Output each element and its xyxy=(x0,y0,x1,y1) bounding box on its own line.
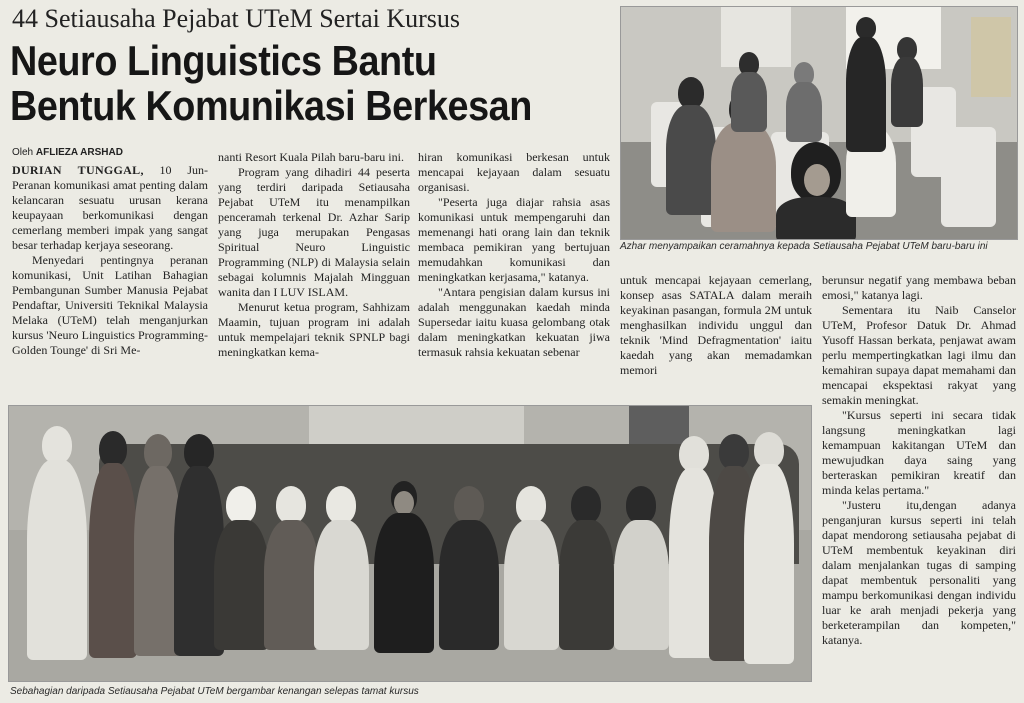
article-column-3 xyxy=(418,150,610,400)
column-5-paragraph-1: berunsur negatif yang membawa beban emosi," katanya lagi. xyxy=(822,273,1016,302)
headline-line-1: Neuro Linguistics Bantu xyxy=(10,37,437,84)
byline-prefix: Oleh xyxy=(12,147,34,158)
column-1-paragraph-1: 10 Jun- Peranan komunikasi amat penting dalam kelancaran sesuatu urusan kerana keupayaan berkomunikasi dengan cemerlang memberi impak yang sangat besar terhadap kerjaya seseorang. xyxy=(12,163,208,252)
byline xyxy=(12,147,123,158)
lecture-photo xyxy=(620,6,1018,240)
article-column-4 xyxy=(620,273,812,401)
byline-author: AFLIEZA ARSHAD xyxy=(35,147,123,158)
column-3-paragraph-2: "Peserta juga diajar rahsia asas komunikasi untuk mempengaruhi dan memenangi hati orang lain dan teknik membaca pemikiran yang bertujuan memudahkan komunikasi dan meningkatkan kerjasama," katanya. xyxy=(418,195,610,284)
article-column-2 xyxy=(218,150,410,400)
group-photo-caption: Sebahagian daripada Setiausaha Pejabat UTeM bergambar kenangan selepas tamat kursus xyxy=(10,686,419,697)
column-5-paragraph-2: Sementara itu Naib Canselor UTeM, Profesor Datuk Dr. Ahmad Yusoff Hassan berkata, penjawat awam perlu mempertingkatkan lagi ilmu dan kemahiran supaya dapat memahami dan mencapai ekspektasi rakyat yang semakin meningkat. xyxy=(822,303,1016,407)
column-2-paragraph-3: Menurut ketua program, Sahhizam Maamin, tujuan program ini adalah untuk mempelajari teknik SPNLP bagi meningkatkan kema- xyxy=(218,300,410,359)
group-photo xyxy=(8,405,812,682)
column-5-paragraph-4: "Justeru itu,dengan adanya penganjuran kursus seperti ini telah dapat mendorong setiausaha pejabat di UTeM membentuk keyakinan diri dalam menjalankan tugas di samping dapat membentuk personaliti yang mampu berkomunikasi dengan individu luar ke arah menjadi pekerja yang berketerampilan dan kompeten," katanya. xyxy=(822,498,1016,647)
article-headline xyxy=(10,38,550,128)
article-kicker: 44 Setiausaha Pejabat UTeM Sertai Kursus xyxy=(12,4,461,33)
column-3-paragraph-1: hiran komunikasi berkesan untuk mencapai kejayaan dalam sesuatu organisasi. xyxy=(418,150,610,194)
article-column-1 xyxy=(12,163,208,399)
column-2-paragraph-2: Program yang dihadiri 44 peserta yang terdiri daripada Setiausaha Pejabat UTeM itu menampilkan penceramah terkenal Dr. Azhar Sarip yang juga merupakan Pengasas Spiritual Neuro Linguistic Programming (NLP) di Malaysia selain sebagai kolumnis Majalah Mingguan wanita dan I LUV ISLAM. xyxy=(218,165,410,299)
headline-line-2: Bentuk Komunikasi Berkesan xyxy=(10,82,532,129)
column-4-paragraph-1: untuk mencapai kejayaan cemerlang, konsep asas SATALA dalam meraih keyakinan pasangan, formula 2M untuk menghasilkan individu unggul dan teknik 'Mind Defragmentation' iaitu kaedah yang akan memadamkan memori xyxy=(620,273,812,377)
column-2-paragraph-1: nanti Resort Kuala Pilah baru-baru ini. xyxy=(218,150,404,164)
article-column-5 xyxy=(822,273,1016,701)
lecture-photo-caption: Azhar menyampaikan ceramahnya kepada Setiausaha Pejabat UTeM baru-baru ini xyxy=(620,241,988,252)
column-3-paragraph-3: "Antara pengisian dalam kursus ini adalah menggunakan kaedah minda Supersedar iaitu kuasa gelombang otak dalam meningkatkan kekuatan jiwa termasuk rahsia kekuatan sebenar xyxy=(418,285,610,359)
column-1-paragraph-2: Menyedari pentingnya peranan komunikasi, Unit Latihan Bahagian Pembangunan Sumber Manusia Pejabat Pendaftar, Universiti Teknikal Malaysia Melaka (UTeM) telah menganjurkan kursus 'Neuro Linguistics Programming-Golden Tounge' di Sri Me- xyxy=(12,253,208,357)
column-5-paragraph-3: "Kursus seperti ini secara tidak langsung meningkatkan lagi kemampuan kakitangan UTeM dan mewujudkan daya saing yang berteraskan pemikiran kreatif dan minda kelas pertama." xyxy=(822,408,1016,497)
dateline: DURIAN TUNGGAL, xyxy=(12,163,144,177)
